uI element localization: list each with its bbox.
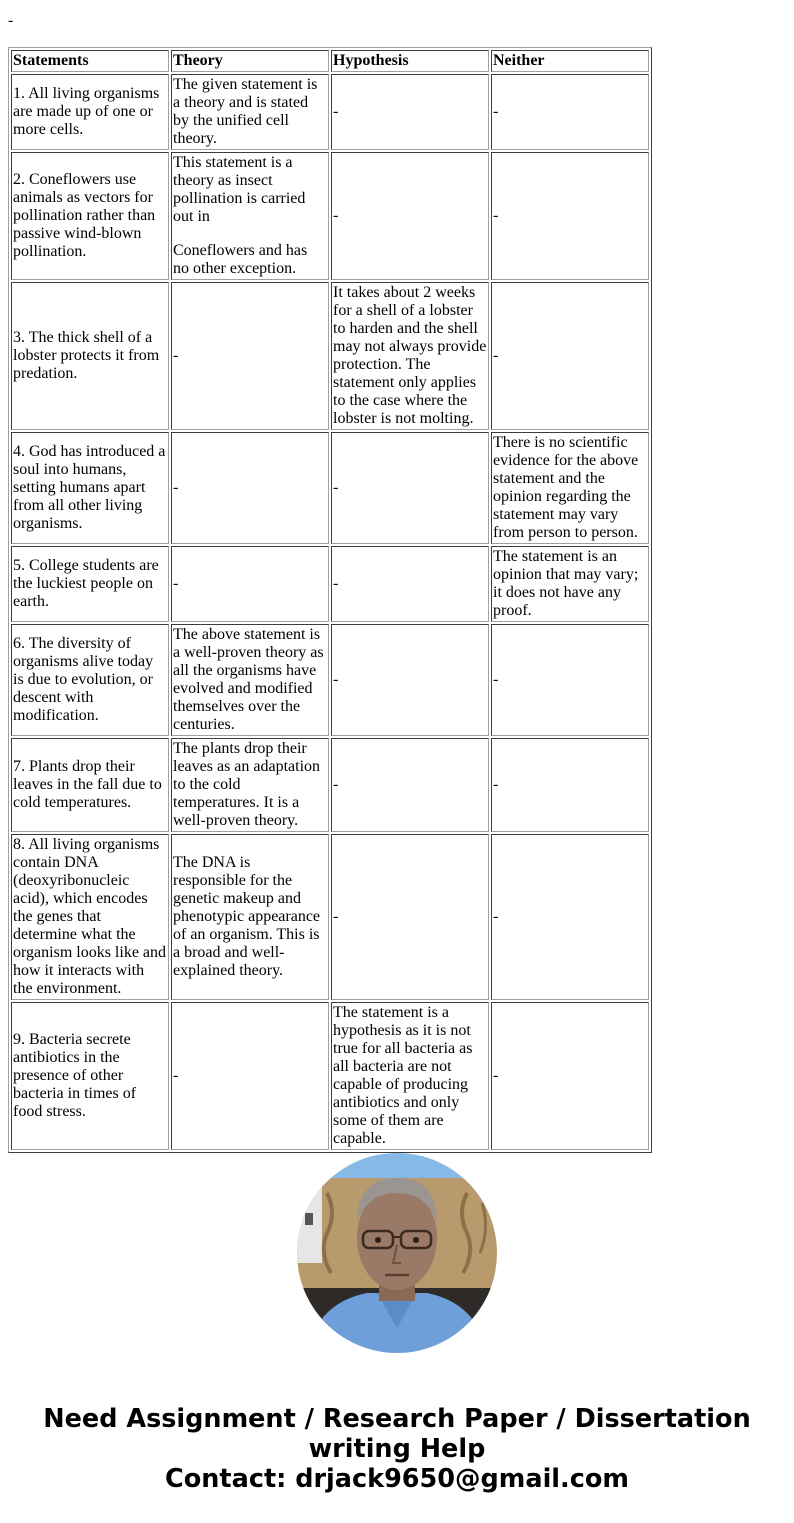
theory-cell: -: [171, 546, 329, 622]
leading-dash-text: -: [8, 12, 14, 29]
statement-cell: 3. The thick shell of a lobster protects it from predation.: [11, 282, 169, 430]
neither-cell: -: [491, 738, 649, 832]
neither-cell: -: [491, 74, 649, 150]
hypothesis-cell: The statement is a hypothesis as it is not true for all bacteria as all bacteria are not capable of producing antibiotics and only some of them are capable.: [331, 1002, 489, 1150]
hypothesis-cell: -: [331, 834, 489, 1000]
theory-cell: -: [171, 282, 329, 430]
theory-text-part-1: This statement is a theory as insect pollination is carried out in: [173, 154, 306, 225]
statement-cell: 7. Plants drop their leaves in the fall due to cold temperatures.: [11, 738, 169, 832]
statement-cell: 5. College students are the luckiest people on earth.: [11, 546, 169, 622]
promo-line-2: writing Help: [308, 1434, 486, 1464]
hypothesis-cell: -: [331, 74, 489, 150]
theory-cell: The above statement is a well-proven theory as all the organisms have evolved and modified themselves over the centuries.: [171, 624, 329, 736]
theory-cell: The plants drop their leaves as an adaptation to the cold temperatures. It is a well-proven theory.: [171, 738, 329, 832]
table-row: [11, 624, 649, 736]
neither-cell: The statement is an opinion that may vary; it does not have any proof.: [491, 546, 649, 622]
header-hypothesis: Hypothesis: [331, 50, 489, 72]
hypothesis-cell: -: [331, 432, 489, 544]
hypothesis-cell: -: [331, 546, 489, 622]
table-row: [11, 738, 649, 832]
neither-cell: -: [491, 282, 649, 430]
author-avatar: [297, 1153, 497, 1353]
neither-cell: -: [491, 624, 649, 736]
neither-cell: -: [491, 1002, 649, 1150]
promo-line-1: Need Assignment / Research Paper / Dissertation: [43, 1404, 751, 1434]
hypothesis-cell: It takes about 2 weeks for a shell of a lobster to harden and the shell may not always provide protection. The statement only applies to the case where the lobster is not molting.: [331, 282, 489, 430]
table-row: [11, 74, 649, 150]
portrait-image: [297, 1153, 497, 1353]
statement-cell: 6. The diversity of organisms alive today is due to evolution, or descent with modification.: [11, 624, 169, 736]
table-row: [11, 1002, 649, 1150]
table-header-row: [11, 50, 649, 72]
hypothesis-cell: -: [331, 624, 489, 736]
hypothesis-cell: -: [331, 152, 489, 280]
theory-cell: [171, 152, 329, 280]
statement-cell: 2. Coneflowers use animals as vectors for pollination rather than passive wind-blown pollination.: [11, 152, 169, 280]
classification-table: [8, 47, 652, 1153]
neither-cell: -: [491, 834, 649, 1000]
table-row: [11, 432, 649, 544]
table-row: [11, 546, 649, 622]
neither-cell: There is no scientific evidence for the above statement and the opinion regarding the statement may vary from person to person.: [491, 432, 649, 544]
statement-cell: 4. God has introduced a soul into humans, setting humans apart from all other living organisms.: [11, 432, 169, 544]
table-row: [11, 282, 649, 430]
header-theory: Theory: [171, 50, 329, 72]
promo-banner: [0, 1404, 794, 1494]
header-statements: Statements: [11, 50, 169, 72]
theory-cell: The DNA is responsible for the genetic makeup and phenotypic appearance of an organism. This is a broad and well-explained theory.: [171, 834, 329, 1000]
theory-cell: -: [171, 1002, 329, 1150]
paragraph-gap: [173, 226, 327, 242]
header-neither: Neither: [491, 50, 649, 72]
statement-cell: 8. All living organisms contain DNA (deoxyribonucleic acid), which encodes the genes that determine what the organism looks like and how it interacts with the environment.: [11, 834, 169, 1000]
theory-cell: The given statement is a theory and is stated by the unified cell theory.: [171, 74, 329, 150]
neither-cell: -: [491, 152, 649, 280]
theory-text-part-2: Coneflowers and has no other exception.: [173, 242, 308, 277]
promo-contact: Contact: drjack9650@gmail.com: [165, 1464, 629, 1494]
table-row: [11, 834, 649, 1000]
theory-cell: -: [171, 432, 329, 544]
table-row: [11, 152, 649, 280]
hypothesis-cell: -: [331, 738, 489, 832]
statement-cell: 1. All living organisms are made up of one or more cells.: [11, 74, 169, 150]
statement-cell: 9. Bacteria secrete antibiotics in the presence of other bacteria in times of food stress.: [11, 1002, 169, 1150]
